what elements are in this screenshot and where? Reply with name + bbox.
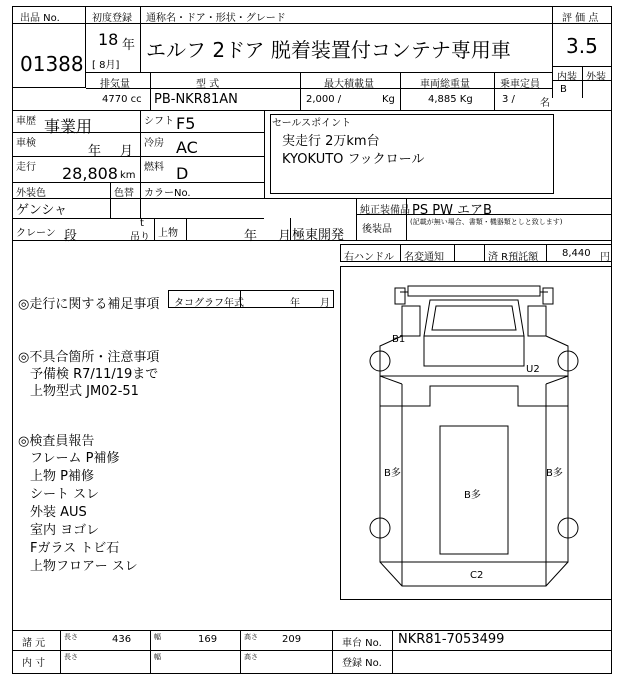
diagram-mark-b-right: B多	[546, 468, 563, 479]
diagram-mark-b1: B1	[392, 334, 406, 345]
dims-label: 諸 元	[22, 638, 46, 649]
sales-point-label: セールスポイント	[272, 118, 352, 129]
mileage-label: 走行	[16, 162, 36, 173]
length-label: 長さ	[64, 633, 78, 641]
gross-weight-label: 車両総重量	[420, 79, 470, 90]
color-label: 外装色	[16, 188, 46, 199]
tacho-year-unit: 年	[290, 298, 300, 309]
inner-height-label: 高さ	[244, 653, 258, 661]
reg-year: 18	[98, 30, 119, 49]
sales-point-line-2: KYOKUTO フックロール	[282, 152, 425, 167]
displacement-label: 排気量	[100, 79, 130, 90]
reg-year-unit: 年	[122, 38, 136, 53]
inner-dims-label: 内 寸	[22, 658, 46, 669]
body-year-unit: 年	[244, 229, 258, 244]
color-no-label: カラーNo.	[144, 188, 191, 199]
gross-weight: 4,885 Kg	[428, 94, 473, 105]
crane-lift: 吊り	[130, 232, 150, 243]
reg-no-label: 登録 No.	[342, 658, 382, 669]
inspector-line-2: 上物 P補修	[30, 469, 94, 484]
max-load-unit: Kg	[382, 94, 395, 105]
inspector-line-4: 外装 AUS	[30, 505, 87, 520]
body-month-unit: 月	[278, 229, 292, 244]
history: 事業用	[44, 117, 93, 136]
defect-line-2: 上物型式 JM02-51	[30, 384, 139, 399]
diagram-mark-b-left: B多	[384, 468, 401, 479]
color-swatch-label: 色替	[114, 188, 134, 199]
max-load: 2,000 /	[306, 94, 342, 105]
diagram-mark-b-center: B多	[464, 490, 481, 501]
exterior-grade-label: 外装	[586, 72, 606, 83]
reg-month: [ 8月]	[92, 60, 120, 71]
height-label: 高さ	[244, 633, 258, 641]
model-label: 型 式	[196, 79, 220, 90]
ac-label: 冷房	[144, 138, 164, 149]
tacho-month-unit: 月	[320, 298, 330, 309]
height: 209	[282, 634, 302, 645]
inspector-line-6: Fガラス トビ石	[30, 541, 120, 556]
crane-label: クレーン	[16, 228, 56, 239]
aftermarket-label: 後装品	[362, 224, 392, 235]
inner-width-label: 幅	[154, 653, 161, 661]
travel-heading: ◎走行に関する補足事項	[18, 297, 160, 312]
mileage-unit: km	[120, 170, 136, 181]
grade-label: 評 価 点	[562, 13, 599, 24]
capacity-label: 乗車定員	[500, 79, 540, 90]
ac: AC	[176, 138, 198, 157]
name-change-notice: 名変通知	[404, 252, 444, 263]
defects-heading: ◎不具合箇所・注意事項	[18, 350, 160, 365]
defect-line-1: 予備検 R7/11/19まで	[30, 367, 159, 382]
history-label: 車歴	[16, 116, 36, 127]
color: ゲンシャ	[16, 203, 68, 218]
fuel: D	[176, 164, 189, 183]
width: 169	[198, 634, 218, 645]
diagram-mark-c2: C2	[470, 570, 484, 581]
chassis-number: NKR81-7053499	[398, 632, 505, 647]
inspector-line-1: フレーム P補修	[30, 451, 120, 466]
aftermarket-note: (記載が無い場合、書類・機器類としと致します)	[410, 218, 563, 226]
diagram-mark-u2: U2	[526, 364, 540, 375]
inspection-label: 車検	[16, 138, 36, 149]
inspection-month-unit: 月	[120, 144, 134, 159]
model: PB-NKR81AN	[154, 92, 238, 107]
recycle-deposit-value: 8,440	[562, 248, 591, 259]
sales-point-line-1: 実走行 2万km台	[282, 134, 380, 149]
capacity: 3 /	[502, 94, 515, 105]
shift: F5	[176, 114, 196, 133]
lot-label: 出品 No.	[20, 13, 60, 24]
width-label: 幅	[154, 633, 161, 641]
lot-number: 01388	[20, 52, 84, 76]
displacement: 4770 cc	[102, 94, 142, 105]
inspector-line-3: シート スレ	[30, 487, 100, 502]
body-maker: 極東開発	[292, 228, 345, 243]
genuine-equipment-label: 純正装備品	[360, 205, 410, 216]
max-load-label: 最大積載量	[324, 79, 374, 90]
inspection-year-unit: 年	[88, 144, 102, 159]
interior-grade: B	[560, 84, 567, 95]
recycle-deposit-label: 済 R預託額	[488, 252, 539, 263]
reg-label: 初度登録	[92, 13, 132, 24]
body-label: 上物	[158, 228, 178, 239]
inspector-line-5: 室内 ヨゴレ	[30, 523, 100, 538]
tacho-label: タコグラフ年式	[174, 298, 244, 309]
handle: 右ハンドル	[344, 252, 394, 263]
inspector-heading: ◎検査員報告	[18, 434, 95, 449]
length: 436	[112, 634, 132, 645]
recycle-deposit-unit: 円	[600, 252, 610, 263]
inspector-line-7: 上物フロアー スレ	[30, 559, 138, 574]
name-label: 通称名・ドア・形状・グレード	[146, 13, 286, 24]
fuel-label: 燃料	[144, 162, 164, 173]
capacity-unit: 名	[540, 98, 550, 109]
chassis-label: 車台 No.	[342, 638, 382, 649]
grade-value: 3.5	[566, 34, 598, 58]
car-name: エルフ 2ドア 脱着装置付コンテナ専用車	[146, 38, 511, 62]
interior-grade-label: 内装	[557, 72, 577, 83]
crane-stage: 段	[64, 229, 78, 244]
shift-label: シフト	[144, 116, 174, 127]
genuine-equipment: PS PW エアB	[412, 203, 492, 218]
crane-ton: t	[140, 218, 144, 229]
mileage: 28,808	[62, 164, 118, 183]
vehicle-damage-diagram	[340, 266, 612, 600]
inner-length-label: 長さ	[64, 653, 78, 661]
